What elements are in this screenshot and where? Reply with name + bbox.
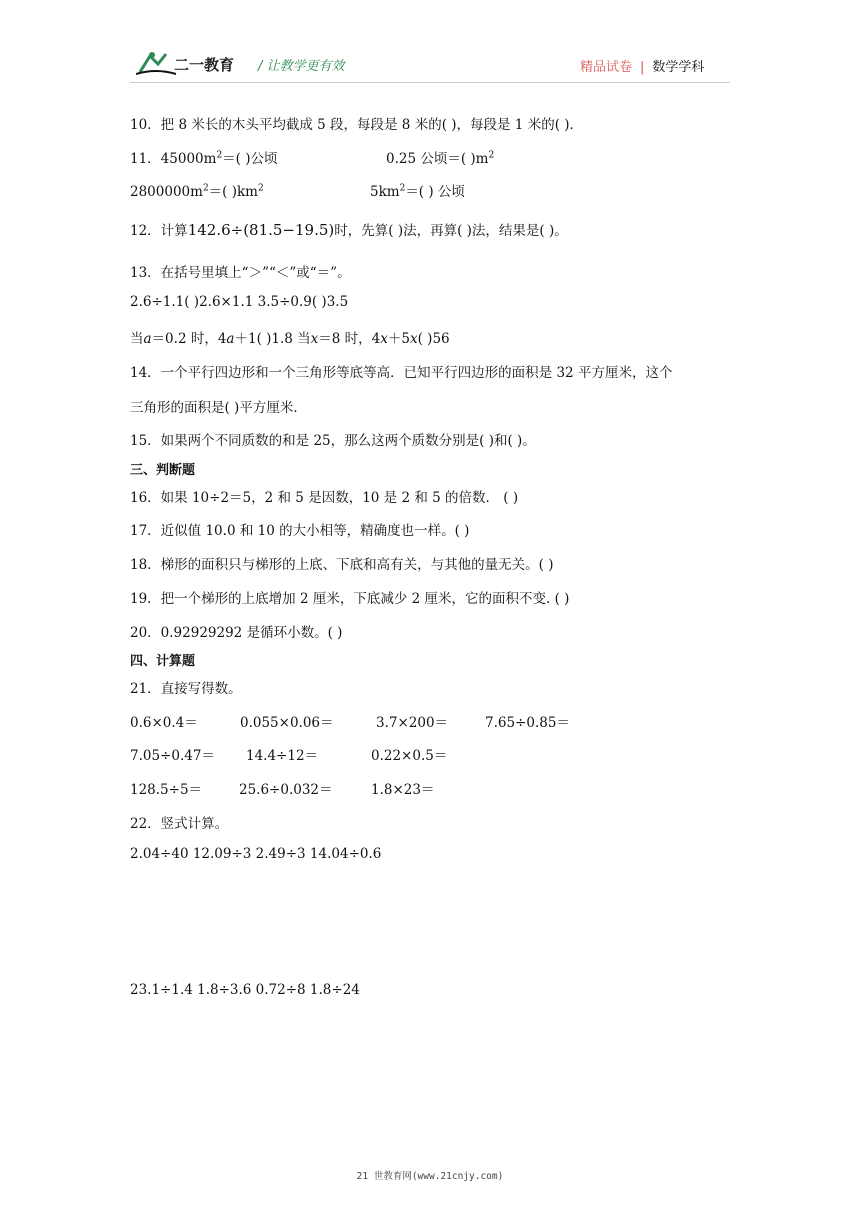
variable-a: a xyxy=(143,331,152,347)
superscript: 2 xyxy=(202,183,209,194)
header-premium-label: 精品试卷 xyxy=(580,60,633,75)
svg-text:二一教育: 二一教育 xyxy=(174,56,235,74)
header-right xyxy=(580,56,704,75)
superscript: 2 xyxy=(257,183,264,194)
header-subject-label: 数学学科 xyxy=(652,60,705,75)
q13b-text-6: ( )56 xyxy=(417,331,450,347)
q21-item: 14.4÷12＝ xyxy=(246,748,319,764)
superscript: 2 xyxy=(399,183,406,194)
question-19: 19．把一个梯形的上底增加 2 厘米，下底减少 2 厘米，它的面积不变. ( ) xyxy=(130,591,570,607)
question-18: 18．梯形的面积只与梯形的上底、下底和高有关，与其他的量无关。( ) xyxy=(130,557,554,573)
question-17: 17．近似值 10.0 和 10 的大小相等，精确度也一样。( ) xyxy=(130,523,470,539)
q13b-text-3: ＋1( )1.8 当 xyxy=(234,331,311,347)
q22-row-1: 2.04÷40 12.09÷3 2.49÷3 14.04÷0.6 xyxy=(130,846,382,862)
header-slogan: / 让教学更有效 xyxy=(258,59,345,74)
variable-x: x xyxy=(410,331,418,347)
variable-x: x xyxy=(380,331,388,347)
question-20: 20．0.92929292 是循环小数。( ) xyxy=(130,625,343,641)
superscript: 2 xyxy=(488,150,495,161)
q21-item: 0.6×0.4＝ xyxy=(130,715,198,731)
q12-text-a: 12．计算 xyxy=(130,223,188,239)
question-11-part1 xyxy=(130,147,278,167)
variable-x: x xyxy=(310,331,319,347)
section-3-heading: 三、判断题 xyxy=(130,463,196,478)
q11-text-c: 0.25 公顷＝( )m xyxy=(386,151,489,167)
q21-item: 3.7×200＝ xyxy=(376,715,449,731)
q21-item: 7.65÷0.85＝ xyxy=(485,715,570,731)
question-13-line-a: 2.6÷1.1( )2.6×1.1 3.5÷0.9( )3.5 xyxy=(130,294,349,310)
q13b-text-2: ＝0.2 时，4 xyxy=(151,331,227,347)
q13b-text-1: 当 xyxy=(130,331,144,347)
question-14-line-2: 三角形的面积是( )平方厘米． xyxy=(130,400,307,416)
q12-text-b: 时，先算( )法，再算( )法，结果是( )。 xyxy=(334,223,568,239)
q21-item: 7.05÷0.47＝ xyxy=(130,748,215,764)
q11-text-a: 11．45000m xyxy=(130,151,217,167)
question-15: 15．如果两个不同质数的和是 25，那么这两个质数分别是( )和( )。 xyxy=(130,433,536,449)
q21-item: 0.22×0.5＝ xyxy=(371,748,448,764)
question-13: 13．在括号里填上“＞”“＜”或“＝”。 xyxy=(130,265,351,281)
q21-item: 25.6÷0.032＝ xyxy=(239,782,333,798)
question-12 xyxy=(130,219,568,239)
question-11-part3 xyxy=(130,180,264,200)
question-13-line-b xyxy=(130,327,450,347)
q21-item: 0.055×0.06＝ xyxy=(240,715,334,731)
q11-text-d-b: ＝( )km xyxy=(208,184,258,200)
q13b-text-5: ＋5 xyxy=(387,331,410,347)
header-separator: | xyxy=(640,60,645,75)
q21-item: 128.5÷5＝ xyxy=(130,782,203,798)
q11-text-b: ＝( )公顷 xyxy=(222,151,278,167)
question-10: 10．把 8 米长的木头平均截成 5 段，每段是 8 米的( )，每段是 1 米的( )． xyxy=(130,117,584,133)
question-11-part4 xyxy=(370,180,465,200)
q22-row-2: 23.1÷1.4 1.8÷3.6 0.72÷8 1.8÷24 xyxy=(130,982,360,998)
logo-image xyxy=(136,50,248,78)
page-footer: 21 世教育网(www.21cnjy.com) xyxy=(356,1171,504,1182)
q21-item: 1.8×23＝ xyxy=(371,782,435,798)
question-21: 21．直接写得数。 xyxy=(130,681,242,697)
question-11-part2 xyxy=(386,147,494,167)
q12-expression: 142.6÷(81.5−19.5) xyxy=(187,221,335,239)
question-16: 16．如果 10÷2＝5，2 和 5 是因数，10 是 2 和 5 的倍数． ( ) xyxy=(130,490,519,506)
variable-a: a xyxy=(226,331,235,347)
q11-text-e-b: ＝( ) 公顷 xyxy=(405,184,465,200)
header-divider xyxy=(130,82,730,83)
q11-text-e-a: 5km xyxy=(370,184,400,200)
question-14-line-1: 14．一个平行四边形和一个三角形等底等高．已知平行四边形的面积是 32 平方厘米，这个 xyxy=(130,365,673,381)
section-4-heading: 四、计算题 xyxy=(130,654,196,669)
q11-text-d-a: 2800000m xyxy=(130,184,203,200)
q13b-text-4: ＝8 时，4 xyxy=(318,331,381,347)
question-22: 22．竖式计算。 xyxy=(130,816,229,832)
superscript: 2 xyxy=(216,150,223,161)
